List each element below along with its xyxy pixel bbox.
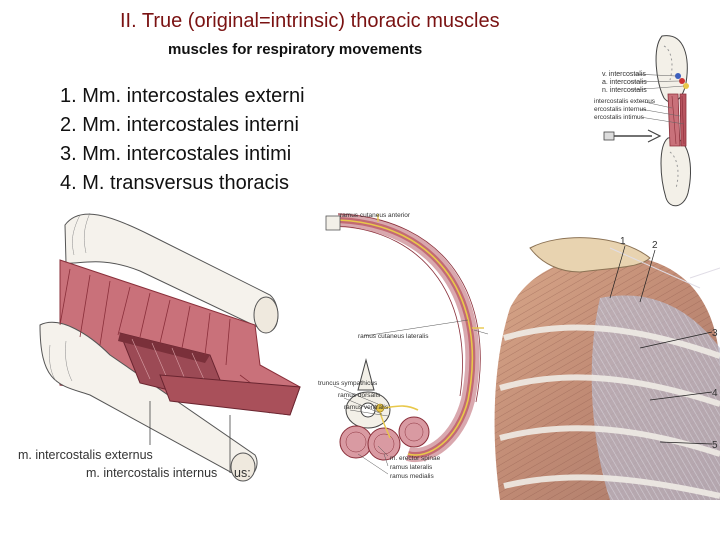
label-intercostalis-internus: ercostalis internus	[594, 106, 647, 113]
label-number-4: 4	[712, 388, 718, 399]
label-ramus-dorsalis: ramus dorsalis	[338, 392, 381, 399]
rib-muscle-figure	[0, 205, 320, 495]
label-truncus-sympathicus: truncus sympathicus	[318, 380, 378, 387]
slide-subtitle: muscles for respiratory movements	[168, 41, 423, 58]
label-ramus-lateralis: ramus lateralis	[390, 464, 433, 471]
label-n-intercostalis: n. intercostalis	[602, 87, 647, 94]
label-number-2: 2	[652, 240, 658, 251]
label-cut-suffix: us:	[234, 466, 251, 480]
list-item: 4. M. transversus thoracis	[60, 172, 289, 194]
list-item: 2. Mm. intercostales interni	[60, 114, 299, 136]
list-item: 1. Mm. intercostales externi	[60, 85, 305, 107]
list-item: 3. Mm. intercostales intimi	[60, 143, 292, 165]
label-ramus-cutaneus-anterior: ramus cutaneus anterior	[340, 212, 411, 219]
slide-title: II. True (original=intrinsic) thoracic muscles	[120, 10, 500, 32]
label-erector-spinae: m. erector spinae	[390, 455, 441, 462]
label-intercostalis-externus: m. intercostalis externus	[18, 448, 153, 462]
intercostal-section-figure	[590, 28, 720, 213]
label-intercostalis-internus: m. intercostalis internus	[86, 466, 218, 480]
label-ramus-ventralis: ramus ventralis	[344, 404, 389, 411]
label-a-intercostalis: a. intercostalis	[602, 79, 647, 86]
label-v-intercostalis: v. intercostalis	[602, 71, 646, 78]
label-ramus-cutaneus-lateralis: ramus cutaneus lateralis	[358, 333, 429, 340]
label-number-1: 1	[620, 236, 626, 247]
label-ramus-medialis: ramus medialis	[390, 473, 434, 480]
label-intercostalis-intimus: ercostalis intimus	[594, 114, 644, 121]
muscle-list	[60, 82, 305, 198]
thorax-dissection-figure	[490, 228, 720, 500]
label-intercostalis-externus: intercostalis externus	[594, 98, 656, 105]
intercostal-nerve-figure	[318, 210, 508, 490]
label-number-5: 5	[712, 440, 718, 451]
label-number-3: 3	[712, 328, 718, 339]
